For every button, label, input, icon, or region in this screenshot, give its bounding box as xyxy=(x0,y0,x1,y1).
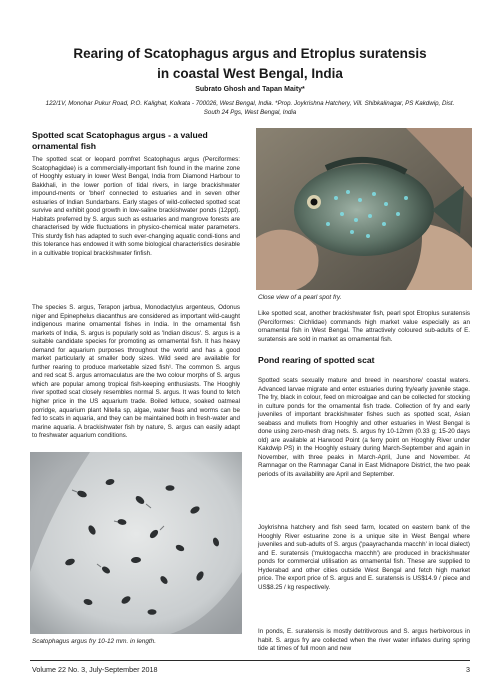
pearl-spot-image xyxy=(256,128,472,290)
paragraph: The spotted scat or leopard pomfret Scatophagus argus (Perciformes: Scatophagidae) is a commercially-important fish found in the marine zone of Hooghly estuary in lower West Bengal, India from Diamond Harbour to Bakkhali, in the lower portion of tidal rivers, in large brackishwater impound-ments or 'bheri' connected to estuaries and in seven other estuaries of Indian Sundarbans. Early stages of wild-collected spotted scat survive and exhibit good growth in low-saline brackishwater ponds (12ppt). Habitats preferred by S. argus such as estuaries and mangrove forests are characterised by wide fluctuations in physico-chemical water parameters. This sturdy fish has adapted to such ever-changing aquatic condi-tions and this tolerance has endowed it with some biological characteristics desirable in a cultivable tropical brackishwater finfish. xyxy=(32,156,240,258)
paragraph: In ponds, E. suratensis is mostly detritivorous and S. argus herbivorous in habit. S. argus fry are collected when the river water inflates during spring tide at times of full moon and new xyxy=(258,628,470,653)
authors: Subrato Ghosh and Tapan Maity* xyxy=(195,86,305,93)
affiliation: 122/1V, Monohar Pukur Road, P.O. Kalighat, Kolkata - 700026, West Bengal, India. *Prop. Joykrishna Hatchery, Vill. Shibkalinagar, PS Kakdwip, Dist. South 24 Pgs, West Bengal, India xyxy=(45,100,455,116)
paragraph: Like spotted scat, another brackishwater fish, pearl spot Etroplus suratensis (Perciformes: Cichlidae) commands high market value especially as an ornamental fish in West Bengal. The attractively coloured sub-adults of E. suratensis are sold in market as ornamental fish. xyxy=(258,310,470,343)
section-heading-spotted-scat xyxy=(32,130,242,151)
caption-left: Scatophagus argus fry 10-12 mm. in length. xyxy=(32,638,156,645)
title-line-1: Rearing of Scatophagus argus and Etroplus suratensis xyxy=(73,46,427,61)
footer-rule xyxy=(30,660,470,661)
photo-scat-fry xyxy=(30,452,242,634)
paragraph: Joykrishna hatchery and fish seed farm, located on eastern bank of the Hooghly River estuarine zone is a unique site in West Bengal where juveniles and sub-adults of S. argus ('paayrachanda macchh' in local dialect) and E. suratensis ('muktogaccha macchh') are produced in brackishwater ponds for commercial utilisation as ornamental fish. These are supplied to Hyderabad and other cities outside West Bengal and fetch high market price. The export price of S. argus and E. suratensis is US$14.9 / piece and US$8.25 / kg respectively. xyxy=(258,524,470,591)
caption-right: Close view of a pearl spot fry. xyxy=(258,294,342,301)
page-number: 3 xyxy=(466,665,470,674)
paragraph: Spotted scats sexually mature and breed in nearshore/ coastal waters. Advanced larvae migrate and enter estuaries during fry/early juvenile stage. The fry, black in colour, feed on microalgae and can be collected for stocking in culture ponds for the ornamental fish trade. Collection of fry and early juveniles of important brackishwater fishes such as spotted scat, Asian seabass and mullets from Hooghly and other estuaries in West Bengal is done using zero-mesh drag nets. S. argus fry 10-12mm (0.33 g; 15-20 days old) are available at Harwood Point (a ferry point on Hooghly River under Kakdwip PS) in the Hooghly estuary during March-September and again in November, with three peaks in March-April, June and November. At Ramnagar on the Ramnagar Canal in East Midnapore District, the two peak periods of its availability are April and September. xyxy=(258,377,470,479)
title-line-2: in coastal West Bengal, India xyxy=(157,66,343,81)
heading-line-2: ornamental fish xyxy=(32,140,96,151)
paragraph: The species S. argus, Terapon jarbua, Monodactylus argenteus, Odonus niger and Epinephelus diacanthus are considered as important wild-caught indigenous marine ornamental fishes in India. In the ornamental fish markets of India, S. argus is popularly sold as 'Indian discus'. S. argus is a suitable candidate species for promoting as ornamental fish. It has heavy demand for aquarium purposes throughout the world and has a good market particularly at smaller body sizes. Wild seed are available for further rearing to produce marketable sized fish¹. The common S. argus and red scat S. argus arromaculatus are the two colour morphs of S. argus which are popular among tropical fish-keeping enthusiasts. The Hooghly river spotted scat closely resembles normal S. argus. It was found to fetch higher price in the US aquarium trade. Boiled lettuce, soaked oatmeal porridge, aquarium plant Nitella sp, algae, water fleas and worms can be fed to scats in aquaria, and they can be maintained both in fresh-water and marine aquaria. A brackishwater fish by nature, S. argus can easily adapt to freshwater aquarium conditions. xyxy=(32,304,240,440)
heading-line-1: Spotted scat Scatophagus argus - a valued xyxy=(32,130,208,140)
section-heading-pond-rearing: Pond rearing of spotted scat xyxy=(258,355,375,365)
footer-issue: Volume 22 No. 3, July-September 2018 xyxy=(32,665,158,674)
photo-pearl-spot xyxy=(256,128,472,290)
article-title xyxy=(20,44,480,84)
fry-image xyxy=(30,452,242,634)
